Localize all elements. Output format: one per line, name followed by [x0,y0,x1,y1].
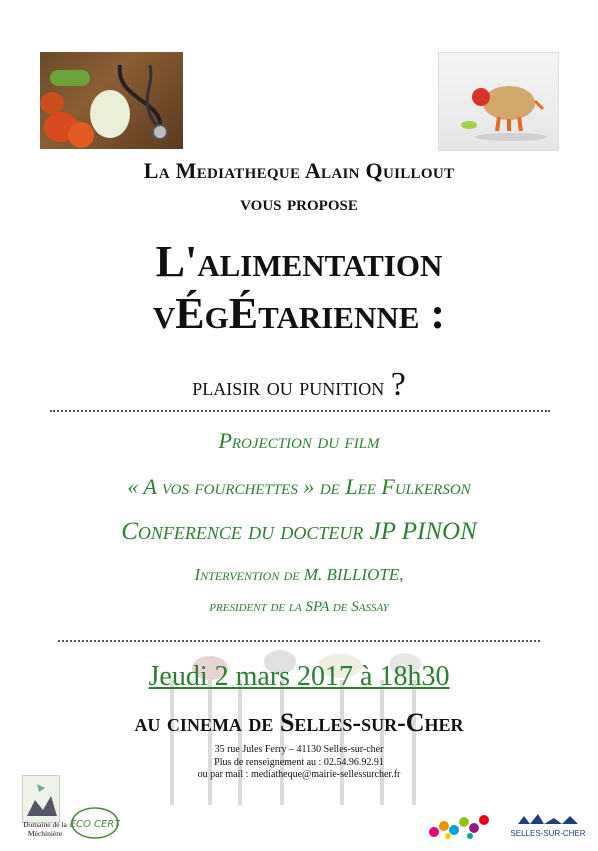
vegetables-stethoscope-photo [40,52,183,149]
contact-email[interactable]: ou par mail : mediatheque@mairie-sellessurcher.fr [197,769,401,780]
event-date: Jeudi 2 mars 2017 à 18h30 [148,661,450,692]
colorful-signs-logo [426,810,494,840]
selles-sur-cher-logo [510,810,586,840]
program-item-film: Projection du film [218,428,380,453]
program-item-film-title: « A vos fourchettes » de Lee Fulkerson [127,474,471,499]
contact-address: 35 rue Jules Ferry – 41130 Selles-sur-cher [214,744,384,755]
contact-info [0,744,598,782]
event-venue: au cinema de Selles-sur-Cher [134,708,464,737]
program-item-conference: Conference du docteur JP PINON [121,518,477,545]
ecocert-logo-text: ECO CERT [70,819,120,830]
domaine-logo-text: Domaine de la Méchinière [23,820,67,838]
subtitle-question-mark: ? [390,366,406,403]
title-line-2: vÉgÉtarienne : [152,289,446,338]
program-item-intervention: Intervention de M. BILLIOTE, [194,565,404,584]
domaine-logo [22,775,60,823]
subtitle-text: plaisir ou punition [192,372,385,401]
header-line-1: La Mediatheque Alain Quillout [143,158,455,183]
selles-logo-text: SELLES-SUR-CHER [510,829,586,838]
vegetable-cow-photo [438,52,559,151]
contact-phone: Plus de renseignement au : 02.54.96.92.91 [214,756,384,768]
header-line-2: vous propose [240,190,358,215]
ecocert-logo [70,806,120,840]
divider-top [50,410,550,412]
title-line-1: L'alimentation [155,237,443,286]
subtitle [0,366,598,404]
program-item-president: president de la SPA de Sassay [209,599,389,615]
